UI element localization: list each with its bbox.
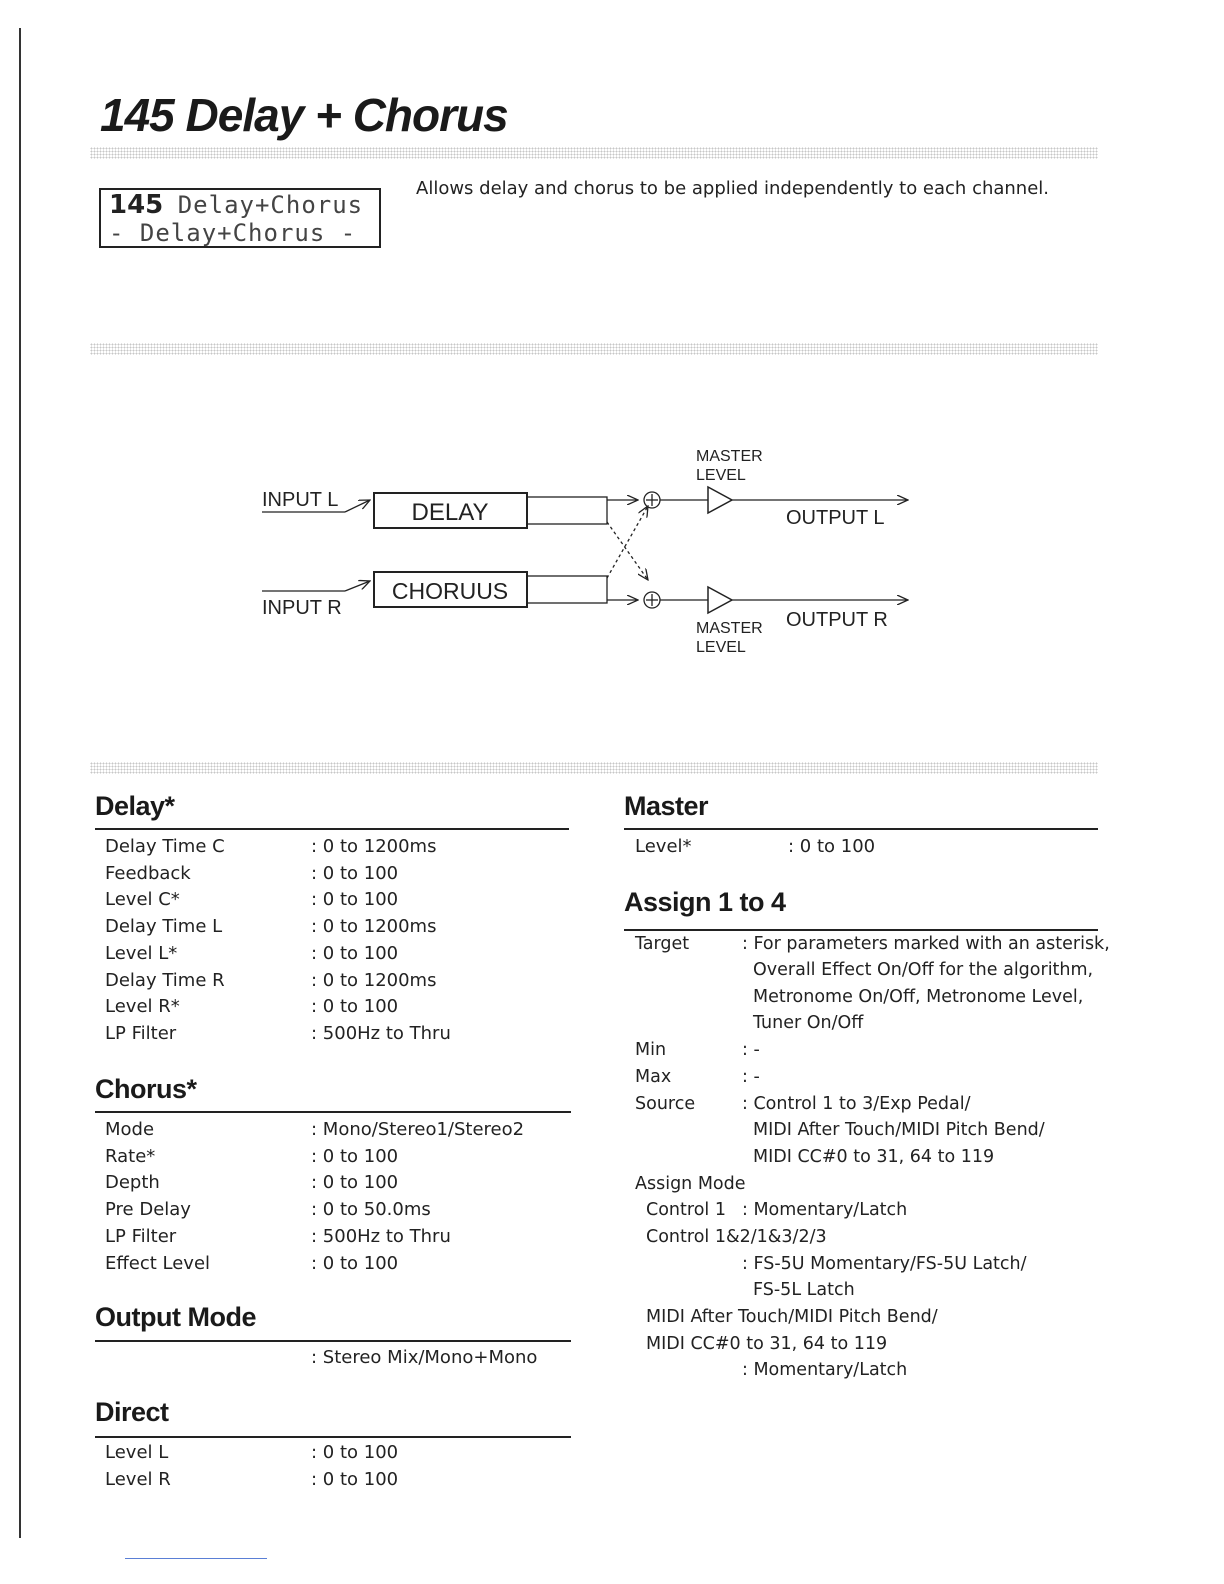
master-bottom-label: MASTER xyxy=(696,620,763,637)
direct-heading: Direct xyxy=(95,1397,169,1427)
delay-param-name: Level C* xyxy=(105,889,180,911)
delay-param-value: : 0 to 100 xyxy=(311,942,399,964)
delay-param-name: Feedback xyxy=(105,862,191,884)
master-rule xyxy=(624,828,1098,830)
input-r-arrow xyxy=(345,581,370,591)
level-bottom-label: LEVEL xyxy=(696,639,746,656)
chorus-param-name: Rate* xyxy=(105,1145,156,1167)
master-level-amp-r xyxy=(708,587,732,613)
input-l-arrow xyxy=(345,500,370,512)
footer-rule xyxy=(125,1558,267,1559)
cross-feed-l-to-r xyxy=(607,522,648,580)
chorus-param-value: : Mono/Stereo1/Stereo2 xyxy=(311,1119,525,1140)
assign-control1-value: : Momentary/Latch xyxy=(742,1200,908,1220)
direct-param-value: : 0 to 100 xyxy=(311,1469,399,1490)
delay-param-value: : 0 to 100 xyxy=(311,862,399,884)
output-r-label: OUTPUT R xyxy=(786,609,888,631)
chorus-param-name: Effect Level xyxy=(105,1252,211,1274)
direct-param-name: Level R xyxy=(105,1469,171,1490)
delay-label: DELAY xyxy=(411,499,489,526)
chorus-rule xyxy=(95,1111,571,1113)
master-heading: Master xyxy=(624,791,709,821)
assign-mode-label: Assign Mode xyxy=(635,1174,746,1194)
lcd-line1-text: Delay+Chorus xyxy=(177,191,364,219)
assign-control1-name: Control 1 xyxy=(646,1200,726,1220)
master-param-value: : 0 to 100 xyxy=(788,836,876,857)
assign-target-name: Target xyxy=(635,934,690,954)
delay-param-name: Delay Time C xyxy=(105,836,225,857)
chorus-param-name: Depth xyxy=(105,1172,160,1194)
level-top-label: LEVEL xyxy=(696,467,746,484)
delay-rule xyxy=(95,828,569,830)
delay-param-value: : 0 to 100 xyxy=(311,996,399,1018)
assign-control-pairs: Control 1&2/1&3/2/3 xyxy=(646,1227,827,1247)
delay-param-name: LP Filter xyxy=(105,1022,177,1044)
delay-param-value: : 0 to 1200ms xyxy=(311,836,437,857)
params-dot-band xyxy=(90,762,1098,774)
lcd-patch-number: 145 xyxy=(109,190,164,220)
input-r-label: INPUT R xyxy=(262,597,342,619)
assign-source-line-3: MIDI CC#0 to 31, 64 to 119 xyxy=(753,1147,995,1167)
assign-source-line-2: MIDI After Touch/MIDI Pitch Bend/ xyxy=(753,1120,1045,1140)
signal-flow-diagram xyxy=(250,440,950,670)
delay-param-name: Delay Time R xyxy=(105,969,225,991)
assign-midi-line-2: MIDI CC#0 to 31, 64 to 119 xyxy=(646,1334,888,1354)
assign-max-value: : - xyxy=(742,1067,760,1087)
assign-target-line-1: : For parameters marked with an asterisk, xyxy=(742,934,1110,954)
lcd-line2-text: - Delay+Chorus - xyxy=(109,219,357,247)
chorus-param-value: : 0 to 100 xyxy=(311,1172,399,1194)
title-dot-band xyxy=(90,147,1098,159)
chorus-param-value: : 500Hz to Thru xyxy=(311,1225,451,1247)
assign-midi-line-1: MIDI After Touch/MIDI Pitch Bend/ xyxy=(646,1307,938,1327)
assign-midi-value: : Momentary/Latch xyxy=(742,1360,908,1380)
output-mode-value: : Stereo Mix/Mono+Mono xyxy=(311,1347,538,1368)
output-mode-heading: Output Mode xyxy=(95,1302,256,1332)
chorus-heading: Chorus* xyxy=(95,1074,197,1104)
chorus-param-value: : 0 to 50.0ms xyxy=(311,1199,431,1221)
assign-min-value: : - xyxy=(742,1040,760,1060)
lcd-display xyxy=(99,188,381,248)
delay-bus xyxy=(527,497,607,524)
chorus-param-name: LP Filter xyxy=(105,1225,177,1247)
chorus-param-name: Mode xyxy=(105,1119,155,1140)
section-dot-band xyxy=(90,343,1098,355)
delay-param-value: : 500Hz to Thru xyxy=(311,1022,451,1044)
assign-source-line-1: : Control 1 to 3/Exp Pedal/ xyxy=(742,1094,971,1114)
output-mode-rule xyxy=(95,1340,571,1342)
chorus-label: CHORUUS xyxy=(391,578,509,604)
page-margin-rule xyxy=(19,28,21,1538)
chorus-bus xyxy=(527,576,607,603)
direct-rule xyxy=(95,1436,571,1438)
delay-param-name: Delay Time L xyxy=(105,916,223,938)
page-title: 145 Delay + Chorus xyxy=(100,89,508,141)
chorus-param-value: : 0 to 100 xyxy=(311,1145,399,1167)
master-param-name: Level* xyxy=(635,836,692,857)
assign-min-name: Min xyxy=(635,1040,667,1060)
delay-param-name: Level L* xyxy=(105,942,178,964)
assign-fs-line-2: FS-5L Latch xyxy=(753,1280,855,1300)
master-level-amp-l xyxy=(708,487,732,513)
delay-param-name: Level R* xyxy=(105,996,180,1018)
delay-param-value: : 0 to 1200ms xyxy=(311,916,437,938)
delay-param-value: : 0 to 1200ms xyxy=(311,969,437,991)
assign-target-line-4: Tuner On/Off xyxy=(753,1013,864,1033)
assign-target-line-2: Overall Effect On/Off for the algorithm, xyxy=(753,960,1094,980)
assign-fs-line-1: : FS-5U Momentary/FS-5U Latch/ xyxy=(742,1254,1027,1274)
input-l-label: INPUT L xyxy=(262,489,339,511)
master-top-label: MASTER xyxy=(696,448,763,465)
assign-heading: Assign 1 to 4 xyxy=(624,887,786,917)
assign-source-name: Source xyxy=(635,1094,696,1114)
output-l-label: OUTPUT L xyxy=(786,507,885,529)
cross-feed-r-to-l xyxy=(607,506,648,578)
chorus-param-name: Pre Delay xyxy=(105,1199,191,1221)
assign-target-line-3: Metronome On/Off, Metronome Level, xyxy=(753,987,1084,1007)
algorithm-description: Allows delay and chorus to be applied independently to each channel. xyxy=(416,178,1050,199)
assign-max-name: Max xyxy=(635,1067,672,1087)
direct-param-name: Level L xyxy=(105,1442,169,1463)
delay-heading: Delay* xyxy=(95,791,175,821)
direct-param-value: : 0 to 100 xyxy=(311,1442,399,1463)
delay-param-value: : 0 to 100 xyxy=(311,889,399,911)
chorus-param-value: : 0 to 100 xyxy=(311,1252,399,1274)
